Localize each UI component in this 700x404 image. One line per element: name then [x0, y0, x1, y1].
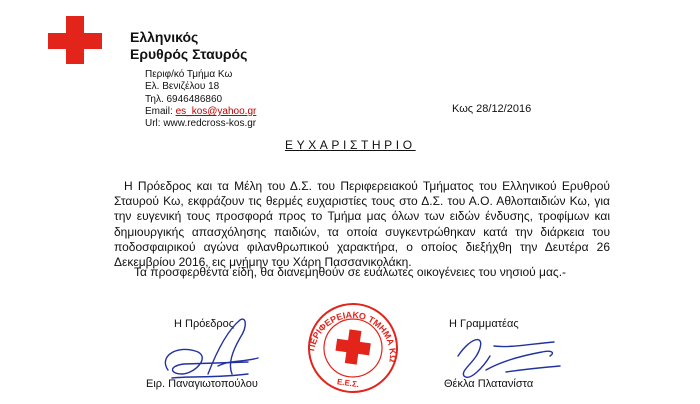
- website-url: Url: www.redcross-kos.gr: [145, 118, 257, 130]
- document-title: ΕΥΧΑΡΙΣΤΗΡΙΟ: [285, 138, 416, 152]
- address: Ελ. Βενιζέλου 18: [145, 81, 220, 93]
- paragraph-2: Τα προσφερθέντα είδη, θα διανεμηθούν σε ευάλωτες οικογένειες του νησιού μας.-: [134, 265, 567, 279]
- org-name-line2: Ερυθρός Σταυρός: [130, 46, 248, 62]
- right-signer-name: Θέκλα Πλατανίστα: [444, 378, 534, 390]
- stamp-arc-text: ΠΕΡΙΦΕΡΕΙΑΚΟ ΤΜΗΜΑ ΚΩ: [306, 309, 399, 363]
- right-signature: [450, 326, 570, 382]
- place-date: Κως 28/12/2016: [452, 103, 532, 115]
- phone: Τηλ. 6946486860: [145, 93, 223, 105]
- org-name-line1: Ελληνικός: [130, 29, 199, 45]
- email-label: Email:: [145, 105, 173, 117]
- left-signer-name: Ειρ. Παναγιωτοπούλου: [146, 378, 258, 390]
- red-cross-logo: [48, 16, 120, 64]
- paragraph-1: Η Πρόεδρος και τα Μέλη του Δ.Σ. του Περιφερειακού Τμήματος του Ελληνικού Ερυθρού Σταυρού Κω, εκφράζουν τις θερμές ευχαριστίες τους στο Δ.Σ. του Α.Ο. Αθλοπαιδιών Κω, για την ευγενική τους προσφορά προς το Τμήμα μας όλων των ειδών ένδυσης, τροφίμων και δημιουργικής απασχόλησης παιδιών, τα οποία συγκεντρώθηκαν κατά την διάρκεια του ποδοσφαιρικού αγώνα φιλανθρωπικού χαρακτήρα, ο οποίος διεξήχθη την Δευτέρα 26 Δεκεμβρίου 2016, εις μνήμην του Χάρη Πασσανικολάκη.: [114, 179, 610, 270]
- org-name: [130, 29, 247, 63]
- stamp-bottom-text: Ε.Ε.Σ.: [336, 377, 360, 390]
- branch-name: Περιφ/κό Τμήμα Κω: [145, 69, 233, 80]
- email-link[interactable]: es_kos@yahoo.gr: [175, 105, 257, 117]
- left-signature: [148, 308, 278, 388]
- right-signer-role: Η Γραμματέας: [449, 318, 519, 330]
- email-line: [145, 106, 256, 118]
- contact-block: [145, 69, 256, 130]
- red-cross-stamp: [305, 298, 401, 398]
- left-signer-role: Η Πρόεδρος: [174, 318, 235, 330]
